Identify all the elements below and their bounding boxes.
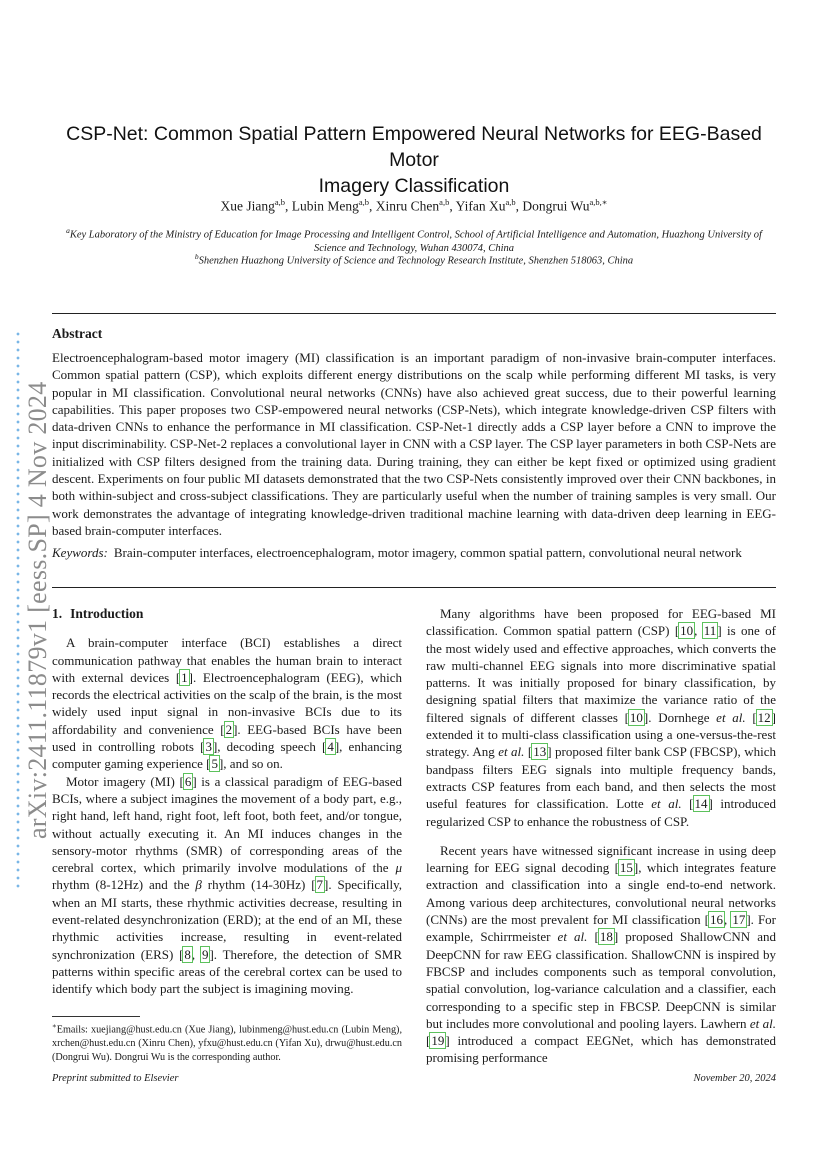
citation-link[interactable]: 6 (184, 773, 192, 789)
citation-link[interactable]: 19 (431, 1033, 445, 1049)
citation-link[interactable]: 18 (599, 929, 613, 945)
section-number: 1. (52, 606, 63, 621)
affiliation-text: Shenzhen Huazhong University of Science and Technology Research Institute, Shenzhen 518063, China (198, 255, 634, 267)
footer-date: November 20, 2024 (693, 1073, 776, 1084)
title-line-2: Imagery Classification (318, 175, 510, 197)
author-name: Xinru Chen (375, 198, 440, 214)
citation-link[interactable]: 15 (619, 860, 633, 876)
citation-link[interactable]: 16 (710, 912, 723, 928)
citation-link[interactable]: 9 (201, 946, 209, 962)
author-list: Xue Jiang$^{a,b}$, Lubin Meng$^{a,b}$, Xinru Chen$^{a,b}$, Yifan Xu$^{a,b}$, Dongrui $Wu^{a,b,∗}$ (220, 197, 608, 214)
citation-link[interactable]: 17 (732, 912, 746, 928)
author-name: Dongrui Wu (522, 198, 590, 214)
citation-link[interactable]: 7 (316, 877, 324, 893)
citation-link[interactable]: 5 (211, 756, 218, 772)
arxiv-identifier[interactable]: arXiv:2411.11879v1 [eess.SP] 4 Nov 2024 (23, 381, 52, 839)
paper-title (40, 121, 788, 199)
author-name: Lubin Meng (291, 198, 359, 214)
title-line-1: CSP-Net: Common Spatial Pattern Empowered Neural Networks for EEG-Based Motor (66, 123, 762, 171)
paragraph: Many algorithms have been proposed for EEG-based MI classification. Common spatial pattern (CSP) [10, 11] is one of the most widely used and effective approaches, which converts the raw multi-channel EEG signals into more discriminative spatial patterns. It was initially proposed for binary classification, by designing spatial filters that maximize the variance ratio of the filtered signals of different classes [10]. Dornhege et al. [12] extended it to multi-class classification using a one-versus-the-rest strategy. Ang et al. [13] proposed filter bank CSP (FBCSP), which bandpass filters EEG signals into multiple frequency bands, extracts CSP features from each band, and then selects the most useful features for classification. Lotte et al. [14] introduced regularized CSP to enhance the robustness of CSP. (426, 606, 777, 829)
keywords-text: Brain-computer interfaces, electroencephalogram, motor imagery, common spatial pattern, convolutional neural network (113, 545, 742, 560)
footnote-rule (52, 1016, 140, 1017)
citation-link[interactable]: 10 (680, 623, 694, 639)
citation-link[interactable]: 1 (181, 669, 188, 685)
paragraph: Motor imagery (MI) [6] is a classical paradigm of EEG-based BCIs, where a subject imagines the movement of a body part, e.g., right hand, left hand, right foot, left foot, both feet, and/or tongue, without actually executing it. An MI induces changes in the sensory-motor rhythms (SMR) of corresponding areas of the cerebral cortex, which primarily involve modulations of the μ rhythm (8-12Hz) and the β rhythm (14-30Hz) [7]. Specifically, when an MI starts, these rhythmic activities decrease, resulting in event-related desynchronization (ERD); at the end of an MI, these rhythmic activities increase, resulting in event-related synchronization (ERS) [8, 9]. Therefore, the detection of SMR patterns within specific areas of the cerebral cortex can be used to identify which body part the subject is imagining moving. (52, 773, 402, 997)
citation-link[interactable]: 4 (327, 739, 334, 755)
footer-preprint-note: Preprint submitted to Elsevier (52, 1073, 179, 1084)
citation-link[interactable]: 3 (205, 739, 212, 755)
footnote (52, 1020, 402, 1064)
author-affil-mark[interactable]: a,b,∗ (589, 197, 608, 207)
dotted-rail (16, 330, 20, 890)
footnote-text: Emails: xuejiang@hust.edu.cn (Xue Jiang), lubinmeng@hust.edu.cn (Lubin Meng), xrchen@hust.edu.cn (Xinru Chen), yfxu@hust.edu.cn (Yifan Xu), drwu@hust.edu.cn (Dongrui Wu). Dongrui Wu is the corresponding author. (52, 1024, 402, 1063)
section-heading (52, 605, 402, 622)
author-name: Yifan Xu (455, 198, 506, 214)
divider-bottom (52, 587, 776, 588)
divider-top (52, 313, 776, 314)
author-affil-mark: a,b (274, 197, 286, 207)
keywords-label: Keywords: (52, 545, 108, 560)
footnote-mark: ∗ (52, 1022, 57, 1030)
author-affil-mark: a,b (505, 197, 516, 207)
left-column (52, 605, 402, 998)
citation-link[interactable]: 12 (757, 709, 771, 725)
abstract-text: Electroencephalogram-based motor imagery (MI) classification is an important paradigm of non-invasive brain-computer interfaces. Common spatial pattern (CSP), which exploits different energy distributions on the scalp while performing different MI tasks, is very popular in MI classification. Convolutional neural networks (CNNs) have also achieved great success, due to their powerful learning capabilities. This paper proposes two CSP-empowered neural networks (CSP-Nets), which integrate knowledge-driven CSP filters with data-driven CNNs to enhance the performance in MI classification. CSP-Net-1 directly adds a CSP layer before a CNN to improve the input discriminability. CSP-Net-2 replaces a convolutional layer in CNN with a CSP layer. The CSP layer parameters in both CSP-Nets are initialized with CSP filters designed from the training data. During training, they can either be kept fixed or optimized using gradient descent. Experiments on four public MI datasets demonstrated that the two CSP-Nets consistently improved over their CNN backbones, in both within-subject and cross-subject classifications. They are particularly useful when the number of training samples is very small. Our work demonstrates the advantage of integrating knowledge-driven traditional machine learning with data-driven deep learning in EEG-based brain-computer interfaces. (52, 350, 776, 538)
right-column (426, 605, 776, 1067)
author-affil-mark: a,b (358, 197, 370, 207)
abstract-heading: Abstract (52, 326, 103, 341)
affiliation-text: Key Laboratory of the Ministry of Education for Image Processing and Intelligent Control, School of Artificial Intelligence and Automation, Huazhong University of Science and Technology, Wuhan 430074, China (69, 229, 762, 254)
paragraph: Recent years have witnessed significant increase in using deep learning for EEG signal decoding [15], which integrates feature extraction and classification into a single end-to-end network. Among various deep architectures, convolutional neural networks (CNNs) are the most prevalent for MI classification [16, 17]. For example, Schirrmeister et al. [18] proposed ShallowCNN and DeepCNN for raw EEG classification. ShallowCNN is inspired by FBCSP and includes components such as temporal convolution, spatial convolution, log-variance calculation and a classifier, each corresponding to a specific step in FBCSP. DeepCNN is similar but includes more convolutional and pooling layers. Lawhern et al. [19] introduced a compact EEGNet, which has demonstrated promising performance (426, 842, 777, 1066)
citation-link[interactable]: 8 (184, 946, 191, 962)
citation-link[interactable]: 13 (533, 744, 547, 760)
keywords (52, 544, 776, 561)
arxiv-sidebar-stamp (14, 330, 54, 890)
affiliation-mark: b (194, 252, 199, 261)
citation-link[interactable]: 2 (225, 721, 233, 737)
paragraph: A brain-computer interface (BCI) establishes a direct communication pathway that enables the human brain to interact with external devices [1]. Electroencephalogram (EEG), which records the electrical activities on the scalp of the brain, is the most widely used input signal in non-invasive BCIs due to its affordability and convenience [2]. EEG-based BCIs have been used in controlling robots [3], decoding speech [4], enhancing computer gaming experience [5], and so on. (52, 635, 402, 772)
citation-link[interactable]: 10 (629, 709, 643, 725)
affiliation-b (50, 250, 778, 268)
author-name: Xue Jiang (220, 198, 275, 214)
section-title: Introduction (70, 606, 144, 621)
citation-link[interactable]: 14 (694, 796, 708, 812)
affiliation-mark: a (66, 226, 70, 235)
citation-link[interactable]: 11 (703, 623, 717, 639)
author-affil-mark: a,b (439, 197, 450, 207)
